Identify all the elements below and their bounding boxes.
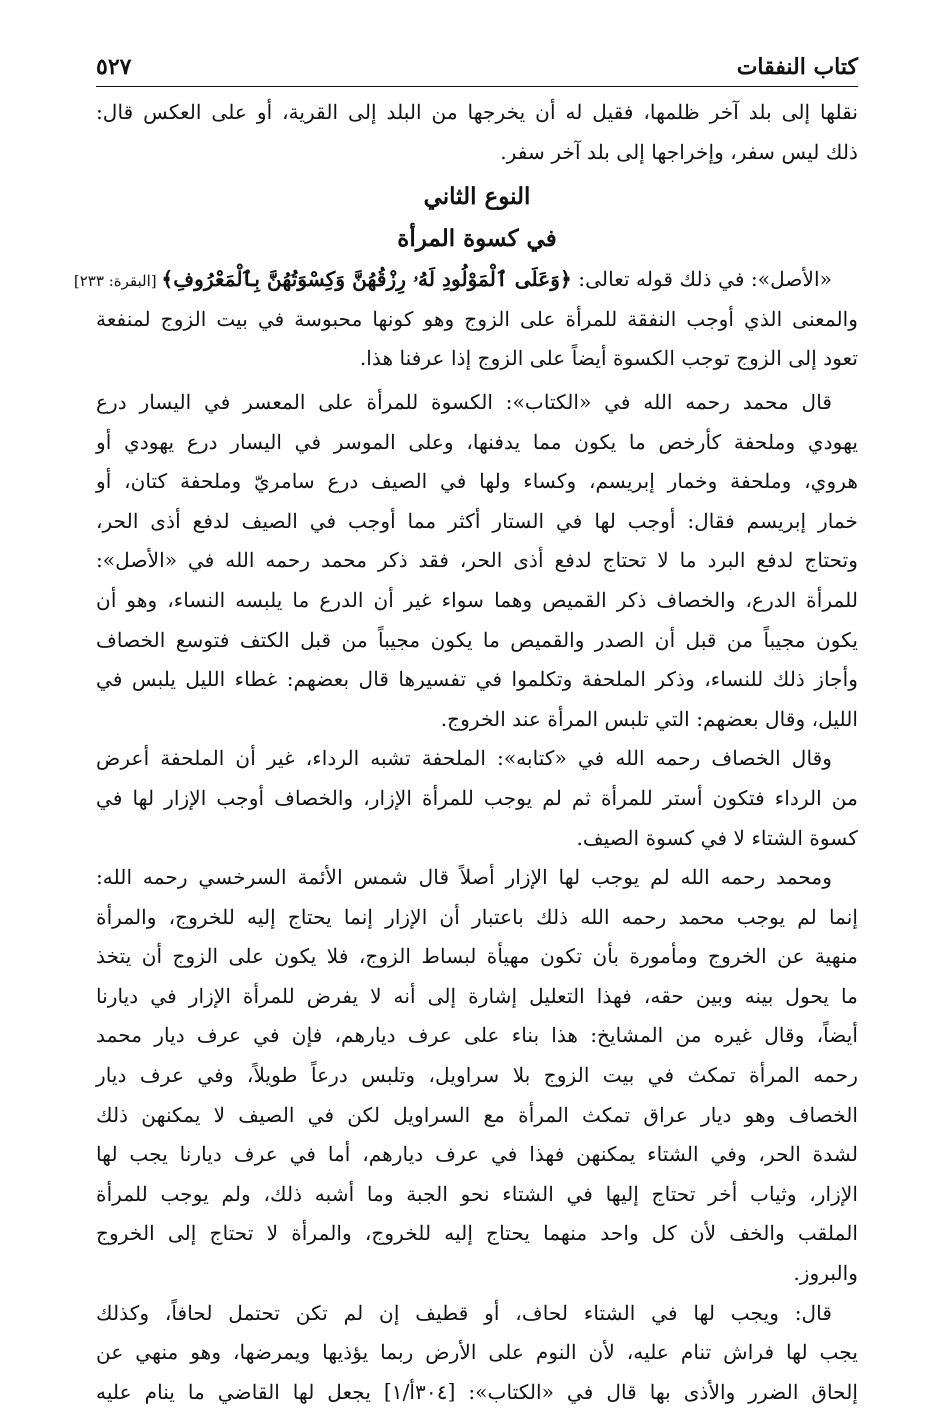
text-line: قال محمد رحمه الله في «الكتاب»: الكسوة للمرأة على المعسر في اليسار درع bbox=[96, 389, 832, 414]
text-line: والبروز. bbox=[793, 1261, 858, 1286]
text-line: ذلك ليس سفر، وإخراجها إلى بلد آخر سفر. bbox=[500, 139, 858, 164]
book-title: كتاب النفقات bbox=[736, 54, 858, 80]
text-line: يكون مجيباً من قبل أن الصدر والقميص ما يكون مجيباً من قبل الكتف فتوسع الخصاف bbox=[96, 627, 858, 652]
paragraph-sarakhsi bbox=[96, 858, 858, 1294]
paragraph-lihaf bbox=[96, 1294, 858, 1412]
text-line: تعود إلى الزوج توجب الكسوة أيضاً على الزوج إذا عرفنا هذا. bbox=[359, 346, 858, 371]
text-line: وقال الخصاف رحمه الله في «كتابه»: الملحفة تشبه الرداء، غير أن الملحفة أعرض bbox=[96, 746, 832, 771]
asl-prefix: «الأصل»: في ذلك قوله تعالى: bbox=[571, 267, 832, 292]
text-line: هروي، وملحفة وخمار إبريسم، وكساء ولها في الصيف درع سامريّ وملحفة كتان، أو bbox=[96, 469, 858, 494]
text-line: من الرداء فتكون أستر للمرأة ثم لم يوجب للمرأة الإزار، والخصاف أوجب الإزار لها في bbox=[96, 785, 858, 810]
text-line bbox=[73, 260, 858, 300]
text-line: الخصاف وهو ديار عراق تمكث المرأة مع السراويل لكن في الصيف لا يمكنهن ذلك bbox=[96, 1102, 858, 1127]
page-number: ٥٢٧ bbox=[96, 54, 132, 80]
text-line: وأجاز ذلك للنساء، وذكر الملحفة وتكلموا في تفسيرها قال بعضهم: غطاء الليل يلبس في bbox=[96, 667, 858, 692]
text-line: الليل، وقال بعضهم: التي تلبس المرأة عند الخروج. bbox=[440, 706, 858, 731]
text-line: إلحاق الضرر والأذى بها قال في «الكتاب»: [٣٠٤أ/١] يجعل لها القاضي ما ينام عليه bbox=[96, 1379, 858, 1404]
text-line: نقلها إلى بلد آخر ظلمها، فقيل له أن يخرجها من البلد إلى القرية، أو على العكس قال: bbox=[96, 100, 858, 124]
section-heading-topic: في كسوة المرأة bbox=[397, 225, 557, 253]
text-line: ما يحول بينه وبين حقه، فهذا التعليل إشارة إلى أنه لا يفرض للمرأة الإزار في ديارنا bbox=[96, 983, 858, 1008]
text-line: رحمه المرأة تمكث في بيت الزوج بلا سراويل، وتلبس درعاً طويلاً، وفي عرف ديار bbox=[96, 1063, 858, 1088]
text-line: وتحتاج لدفع البرد ما لا تحتاج لدفع أذى الحر، فقد ذكر محمد رحمه الله في «الأصل»: bbox=[96, 548, 858, 573]
text-line: خمار إبريسم فقال: أوجب لها في الستار أكثر مما أوجب في الصيف لدفع أذى الحر، bbox=[96, 508, 858, 533]
section-heading-type: النوع الثاني bbox=[423, 183, 531, 211]
text-line: قال: ويجب لها في الشتاء لحاف، أو قطيف إن لم تكن تحتمل لحافاً، وكذلك bbox=[96, 1300, 832, 1325]
paragraph-muhammad bbox=[96, 383, 858, 739]
text-line: منهية عن الخروج ومأمورة بأن تكون مهيأة لبساط الزوج، فلا يكون على الزوج أن يتخذ bbox=[96, 944, 858, 969]
page-header bbox=[96, 34, 858, 80]
text-line: الإزار، وثياب أخر تحتاج إليها في الشتاء نحو الجبة وما أشبه ذلك، ولم يوجب للمرأة bbox=[96, 1181, 858, 1206]
text-line: أيضاً، وقال غيره من المشايخ: هذا بناء على عرف ديارهم، فإن في عرف ديار محمد bbox=[96, 1023, 858, 1048]
text-line: للمرأة الدرع، والخصاف ذكر القميص وهما سواء غير أن الدرع ما يلبسه النساء، وهو أن bbox=[96, 587, 858, 612]
header-rule bbox=[96, 86, 858, 87]
text-line: الملقب والخف لأن كل واحد منهما يحتاج إليه للخروج، والمرأة لا تحتاج إلى الخروج bbox=[96, 1221, 858, 1246]
paragraph-khassaf bbox=[96, 739, 858, 858]
intro-paragraph bbox=[96, 93, 858, 172]
paragraph-asl bbox=[73, 260, 858, 379]
text-line: يهودي وملحفة كأرخص ما يكون مما يدفنها، وعلى الموسر في اليسار درع يهودي أو bbox=[96, 429, 858, 454]
text-line: كسوة الشتاء لا في كسوة الصيف. bbox=[576, 825, 858, 850]
text-line: إنما لم يوجب محمد رحمه الله ذلك باعتبار أن الإزار إنما يحتاج إليه للخروج، والمرأة bbox=[96, 904, 858, 929]
text-line: يجب لها فراش تنام عليه، لأن النوم على الأرض ربما يؤذيها ويمرضها، وهو منهي عن bbox=[96, 1340, 858, 1365]
verse-reference: [البقرة: ٢٣٣] bbox=[73, 272, 162, 291]
quran-verse: ﴿وَعَلَى ٱلْمَوْلُودِ لَهُۥ رِزْقُهُنَّ وَكِسْوَتُهُنَّ بِٱلْمَعْرُوفِ﴾ bbox=[161, 267, 572, 292]
text-line: ومحمد رحمه الله لم يوجب لها الإزار أصلاً قال شمس الأئمة السرخسي رحمه الله: bbox=[96, 865, 832, 890]
text-line: والمعنى الذي أوجب النفقة للمرأة على الزوج وهو كونها محبوسة في بيت الزوج لمنفعة bbox=[96, 306, 858, 331]
text-line: لشدة الحر، وفي الشتاء يمكنهن فهذا في عرف ديارهم، أما في عرف ديارنا يجب لها bbox=[96, 1142, 858, 1167]
